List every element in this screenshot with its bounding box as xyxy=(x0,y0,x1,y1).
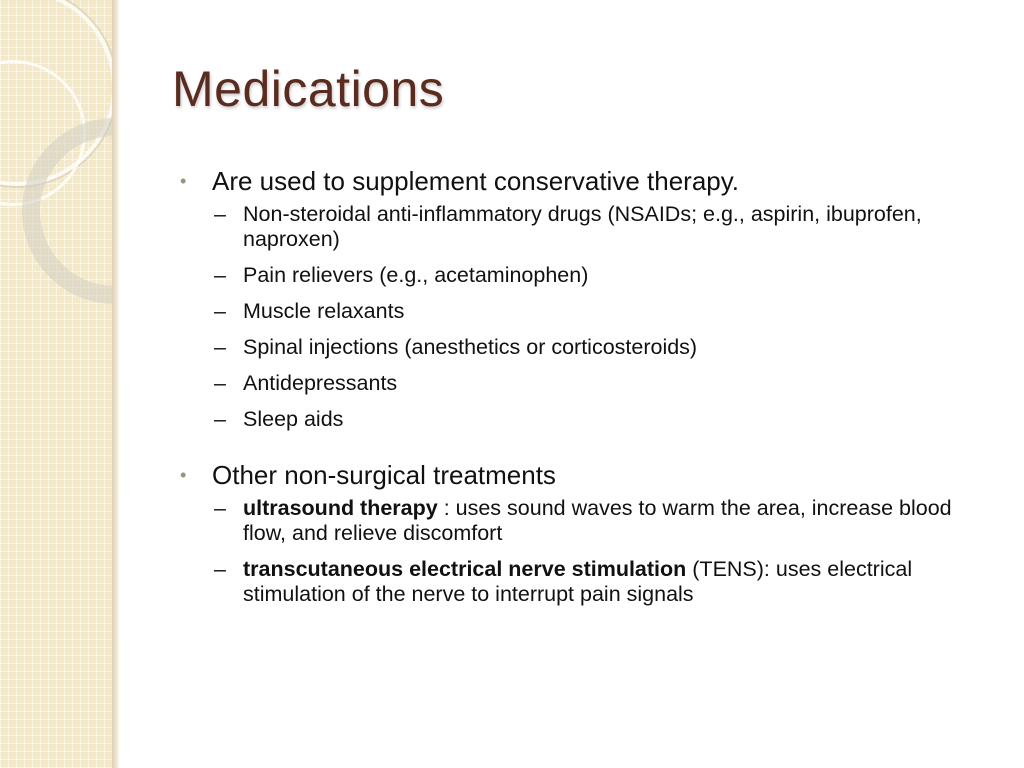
dash-icon: – xyxy=(214,202,226,226)
sub-item xyxy=(180,299,980,324)
sub-item-text: (TENS): uses electrical stimulation of the nerve to interrupt pain signals xyxy=(243,557,913,606)
term-bold: transcutaneous electrical nerve stimulation xyxy=(243,557,687,581)
sub-item xyxy=(180,202,980,252)
sub-item xyxy=(180,371,980,396)
sub-item xyxy=(180,407,980,432)
term-bold: ultrasound therapy xyxy=(243,496,438,520)
sub-item-text: Pain relievers (e.g., acetaminophen) xyxy=(243,263,589,287)
sub-item-text: Non-steroidal anti-inflammatory drugs (NSAIDs; e.g., aspirin, ibuprofen, naproxen) xyxy=(243,202,922,251)
dash-icon: – xyxy=(214,335,226,359)
side-panel-edge xyxy=(112,0,120,768)
bullet-item xyxy=(180,164,980,198)
sub-item-text: Spinal injections (anesthetics or corticosteroids) xyxy=(243,335,698,359)
sub-item-text: : uses sound waves to warm the area, increase blood flow, and relieve discomfort xyxy=(243,496,952,545)
decorative-side-panel xyxy=(0,0,112,768)
sub-item-text: Antidepressants xyxy=(243,371,398,395)
sub-list xyxy=(180,496,980,607)
sub-list xyxy=(180,202,980,432)
sub-item-text: Muscle relaxants xyxy=(243,299,405,323)
dash-icon: – xyxy=(214,496,226,520)
bullet-item xyxy=(180,458,980,492)
slide-content xyxy=(180,164,980,633)
dash-icon: – xyxy=(214,407,226,431)
bullet-icon: • xyxy=(180,465,187,485)
section-medications xyxy=(180,164,980,432)
slide-title: Medications xyxy=(172,61,445,117)
sub-item xyxy=(180,496,980,546)
dash-icon: – xyxy=(214,299,226,323)
dash-icon: – xyxy=(214,371,226,395)
sub-item xyxy=(180,263,980,288)
dash-icon: – xyxy=(214,557,226,581)
sub-item xyxy=(180,335,980,360)
sub-item xyxy=(180,557,980,607)
bullet-icon: • xyxy=(180,171,187,191)
section-other-treatments xyxy=(180,458,980,607)
sub-item-text: Sleep aids xyxy=(243,407,344,431)
bullet-text: Are used to supplement conservative therapy. xyxy=(212,166,740,196)
dash-icon: – xyxy=(214,263,226,287)
bullet-text: Other non-surgical treatments xyxy=(212,460,556,490)
